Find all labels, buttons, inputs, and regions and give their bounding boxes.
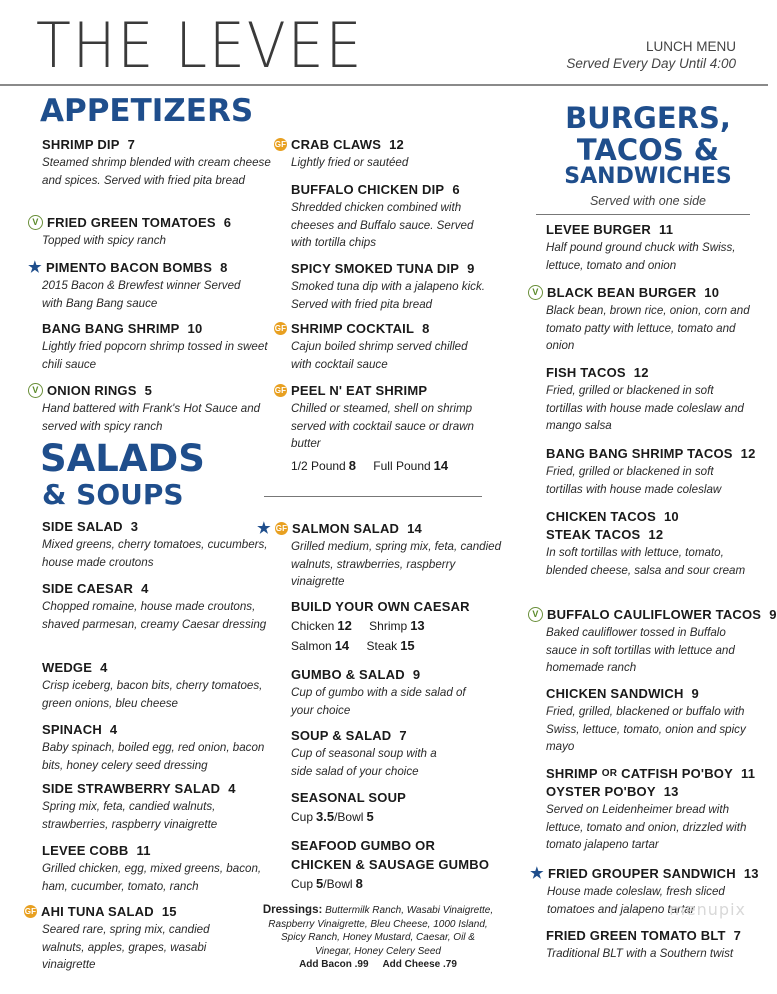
menu-item — [274, 382, 514, 476]
option-label: /Bowl — [323, 877, 353, 891]
item-desc: Spring mix, feta, candied walnuts, strawberries, raspberry vinaigrette — [42, 800, 218, 831]
option-label: Shrimp — [369, 619, 408, 633]
menu-item — [42, 580, 282, 633]
vegetarian-icon: V — [28, 383, 43, 398]
item-price-2: 13 — [663, 784, 679, 799]
item-price: 9 — [691, 686, 699, 701]
option-price: 12 — [337, 618, 352, 633]
item-name: SOUP & SALAD — [291, 728, 392, 743]
item-desc: Seared rare, spring mix, candied walnuts, apples, grapes, wasabi vinaigrette — [42, 923, 210, 972]
column-divider — [264, 496, 482, 497]
menu-item — [528, 606, 777, 677]
item-or: OR — [601, 768, 618, 779]
option-label: Full Pound — [373, 458, 431, 473]
option-label: Steak — [366, 639, 398, 653]
watermark: menupix — [669, 900, 746, 919]
item-options — [291, 874, 531, 894]
item-name: AHI TUNA SALAD — [41, 904, 154, 919]
item-name: SHRIMP COCKTAIL — [291, 321, 415, 336]
gluten-free-icon: GF — [274, 386, 287, 395]
option-price: 5 — [366, 809, 374, 824]
item-desc: Hand battered with Frank's Hot Sauce and served with spicy ranch — [42, 402, 261, 433]
served-hours: Served Every Day Until 4:00 — [566, 56, 736, 71]
item-name: SIDE STRAWBERRY SALAD — [42, 781, 221, 796]
item-price: 12 — [633, 365, 649, 380]
item-desc: Chopped romaine, house made croutons, shaved parmesan, creamy Caesar dressing — [42, 600, 267, 631]
menu-item — [546, 685, 751, 756]
salads-heading: SALADS — [40, 437, 205, 480]
menu-item — [42, 136, 282, 189]
option-label: Cup — [291, 877, 314, 891]
item-name: BANG BANG SHRIMP — [42, 321, 180, 336]
item-price: 11 — [136, 843, 151, 858]
item-name: SIDE CAESAR — [42, 581, 134, 596]
item-name: LEVEE COBB — [42, 843, 129, 858]
item-desc: In soft tortillas with lettuce, tomato, blended cheese, salsa and sour cream — [546, 546, 746, 577]
item-name: PEEL N' EAT SHRIMP — [291, 383, 428, 398]
item-price: 10 — [187, 321, 203, 336]
item-price: 8 — [220, 260, 228, 275]
item-price: 6 — [223, 215, 232, 230]
option-price: 8 — [348, 457, 356, 473]
add-bacon: Add Bacon .99 — [299, 959, 369, 970]
item-desc: Baby spinach, boiled egg, red onion, bacon bits, honey celery seed dressing — [42, 741, 265, 772]
item-price: 14 — [407, 521, 422, 536]
item-name: BANG BANG SHRIMP TACOS — [546, 446, 733, 461]
vegetarian-icon: V — [28, 215, 43, 230]
menu-item — [291, 666, 481, 719]
add-cheese: Add Cheese .79 — [382, 959, 457, 970]
item-name: BUILD YOUR OWN CAESAR — [291, 599, 470, 614]
menu-item — [257, 520, 502, 591]
menu-item — [42, 721, 282, 774]
item-name: LEVEE BURGER — [546, 222, 651, 237]
item-desc: Chilled or steamed, shell on shrimp served with cocktail sauce or drawn butter — [291, 402, 475, 451]
item-options — [291, 807, 531, 827]
item-price: 4 — [100, 660, 108, 675]
star-icon: ★ — [257, 520, 271, 537]
item-name: SIDE SALAD — [42, 519, 123, 534]
item-desc: Grilled chicken, egg, mixed greens, bacon, ham, cucumber, tomato, ranch — [42, 862, 262, 893]
gluten-free-icon: GF — [274, 140, 287, 149]
item-price: 11 — [741, 766, 756, 781]
item-price: 8 — [422, 321, 430, 336]
item-name: ONION RINGS — [47, 383, 137, 398]
item-name: BUFFALO CAULIFLOWER TACOS — [547, 607, 762, 622]
item-price: 4 — [228, 781, 236, 796]
item-price: 12 — [740, 446, 756, 461]
item-desc: Shredded chicken combined with cheeses and Buffalo sauce. Served with tortilla chips — [291, 201, 474, 250]
item-name: FISH TACOS — [546, 365, 626, 380]
menu-item — [528, 284, 753, 355]
star-icon: ★ — [28, 259, 42, 276]
item-options — [291, 616, 531, 656]
burgers-divider — [536, 214, 750, 215]
item-desc: Lightly fried or sautéed — [291, 156, 409, 169]
item-desc: Cup of seasonal soup with a side salad of your choice — [291, 747, 437, 778]
item-name: CHICKEN TACOS — [546, 509, 656, 524]
menu-item — [274, 320, 514, 373]
item-name-2: STEAK TACOS — [546, 527, 641, 542]
item-desc: Fried, grilled, blackened or buffalo with Swiss, lettuce, tomato, onion and spicy mayo — [546, 705, 746, 754]
item-desc: Grilled medium, spring mix, feta, candied walnuts, strawberries, raspberry vinaigrette — [291, 540, 502, 589]
menu-item — [291, 727, 451, 780]
item-price-2: 12 — [648, 527, 664, 542]
item-desc: Served on Leidenheimer bread with lettuce, tomato and onion, drizzled with tomato jalapeno tartar — [546, 803, 747, 852]
item-options — [291, 456, 514, 476]
menu-title: LUNCH MENU — [645, 39, 736, 54]
item-price: 7 — [127, 137, 136, 152]
item-name: FRIED GREEN TOMATOES — [47, 215, 216, 230]
header-divider — [0, 84, 768, 86]
menu-item — [546, 364, 751, 435]
restaurant-logo: THE LEVEE — [36, 9, 364, 82]
item-name: FRIED GROUPER SANDWICH — [548, 866, 736, 881]
menu-item — [42, 842, 282, 895]
item-name: FRIED GREEN TOMATO BLT — [546, 928, 726, 943]
item-desc: Fried, grilled or blackened in soft tortillas with house made coleslaw and mango salsa — [546, 384, 744, 433]
item-price: 10 — [704, 285, 720, 300]
option-label: /Bowl — [334, 810, 364, 824]
item-desc: Half pound ground chuck with Swiss, lettuce, tomato and onion — [546, 241, 736, 272]
dressings-list: Buttermilk Ranch, Wasabi Vinaigrette, Raspberry Vinaigrette, Bleu Cheese, 1000 Island, Spicy Ranch, Honey Mustard, Caesar, Oil & Vinegar, Honey Celery Seed — [268, 905, 494, 957]
item-name: CRAB CLAWS — [291, 137, 382, 152]
menu-item — [546, 508, 751, 579]
item-name: SALMON SALAD — [292, 521, 400, 536]
option-price: 15 — [400, 638, 415, 653]
option-price: 13 — [410, 618, 425, 633]
option-price: 14 — [334, 638, 350, 653]
item-price: 4 — [109, 722, 118, 737]
option-label: Chicken — [291, 619, 335, 633]
gluten-free-icon: GF — [275, 524, 288, 533]
item-price: 10 — [663, 509, 679, 524]
item-desc: Steamed shrimp blended with cream cheese and spices. Served with fried pita bread — [42, 156, 271, 187]
item-name-2: OYSTER PO'BOY — [546, 784, 656, 799]
menu-item — [28, 259, 268, 312]
menu-item — [291, 181, 491, 252]
sandwiches-heading: SANDWICHES — [564, 164, 732, 189]
vegetarian-icon: V — [528, 607, 543, 622]
gluten-free-icon: GF — [24, 907, 37, 916]
option-label: Cup — [291, 810, 314, 824]
menu-item — [291, 837, 531, 894]
item-desc: Lightly fried popcorn shrimp tossed in sweet chili sauce — [42, 340, 268, 371]
dressings-note — [262, 904, 494, 972]
menu-item — [42, 659, 282, 712]
menu-item — [274, 136, 514, 172]
item-name: CHICKEN SANDWICH — [546, 686, 684, 701]
item-desc: 2015 Bacon & Brewfest winner Served with Bang Bang sauce — [42, 279, 241, 310]
soups-heading: & SOUPS — [42, 478, 184, 511]
item-name: SPICY SMOKED TUNA DIP — [291, 261, 460, 276]
item-price: 3 — [130, 519, 139, 534]
gluten-free-icon: GF — [274, 324, 287, 333]
tacos-heading: TACOS & — [576, 133, 720, 167]
item-price: 6 — [452, 182, 460, 197]
item-price: 7 — [733, 928, 742, 943]
menu-item — [42, 320, 282, 373]
item-desc: Mixed greens, cherry tomatoes, cucumbers, house made croutons — [42, 538, 268, 569]
item-price: 15 — [161, 904, 177, 919]
menu-info — [566, 38, 736, 72]
item-desc: Topped with spicy ranch — [42, 234, 166, 247]
menu-item — [546, 445, 756, 498]
burgers-note: Served with one side — [589, 194, 707, 208]
item-desc: Cajun boiled shrimp served chilled with cocktail sauce — [291, 340, 468, 371]
menu-item — [28, 214, 268, 250]
item-desc: Fried, grilled or blackened in soft tortillas with house made coleslaw — [546, 465, 722, 496]
item-price: 13 — [743, 866, 759, 881]
item-name: PIMENTO BACON BOMBS — [46, 260, 213, 275]
item-price: 4 — [141, 581, 149, 596]
option-price: 5 — [316, 876, 324, 891]
menu-item — [291, 598, 531, 656]
item-name: SHRIMP — [546, 766, 598, 781]
menu-item — [546, 765, 756, 854]
menu-item — [546, 927, 751, 963]
star-icon: ★ — [530, 865, 544, 882]
item-price: 12 — [389, 137, 404, 152]
option-price: 14 — [433, 457, 449, 473]
item-name: WEDGE — [42, 660, 93, 675]
option-label: Salmon — [291, 639, 332, 653]
item-price: 5 — [144, 383, 153, 398]
item-desc: Smoked tuna dip with a jalapeno kick. Served with fried pita bread — [291, 280, 485, 311]
burgers-heading: BURGERS, — [565, 101, 731, 135]
menu-item — [291, 260, 506, 313]
option-price: 8 — [355, 876, 363, 891]
item-desc: Crisp iceberg, bacon bits, cherry tomatoes, green onions, bleu cheese — [42, 679, 263, 710]
menu-item — [28, 382, 268, 435]
vegetarian-icon: V — [528, 285, 543, 300]
item-price: 7 — [399, 728, 407, 743]
menu-item — [546, 221, 751, 274]
menu-item — [42, 780, 282, 833]
item-name-2: CHICKEN & SAUSAGE GUMBO — [291, 857, 490, 872]
item-desc: Cup of gumbo with a side salad of your choice — [291, 686, 466, 717]
item-price: 9 — [412, 667, 421, 682]
item-name: SEAFOOD GUMBO OR — [291, 838, 436, 853]
item-desc: Traditional BLT with a Southern twist — [546, 947, 734, 960]
appetizers-heading: APPETIZERS — [40, 93, 254, 129]
option-price: 3.5 — [316, 809, 335, 824]
item-desc: Black bean, brown rice, onion, corn and tomato patty with lettuce, tomato and onion — [546, 304, 750, 353]
item-name: BLACK BEAN BURGER — [547, 285, 697, 300]
item-desc: House made coleslaw, fresh sliced tomatoes and jalapeno tartar — [547, 885, 725, 916]
menu-item — [42, 518, 282, 571]
item-name: GUMBO & SALAD — [291, 667, 405, 682]
item-price: 9 — [467, 261, 475, 276]
item-name: SHRIMP DIP — [42, 137, 120, 152]
item-desc: Baked cauliflower tossed in Buffalo sauce in soft tortillas with lettuce and homemade ranch — [546, 626, 735, 675]
item-price: 11 — [658, 222, 674, 237]
dressings-label: Dressings: — [262, 904, 323, 916]
item-name: SPINACH — [42, 722, 102, 737]
item-name: SEASONAL SOUP — [291, 790, 407, 805]
menu-item — [291, 789, 531, 827]
option-label: 1/2 Pound — [291, 458, 346, 473]
item-name: BUFFALO CHICKEN DIP — [291, 182, 445, 197]
menu-item — [24, 903, 264, 974]
item-name-b: CATFISH PO'BOY — [621, 766, 733, 781]
item-price: 9 — [769, 607, 777, 622]
